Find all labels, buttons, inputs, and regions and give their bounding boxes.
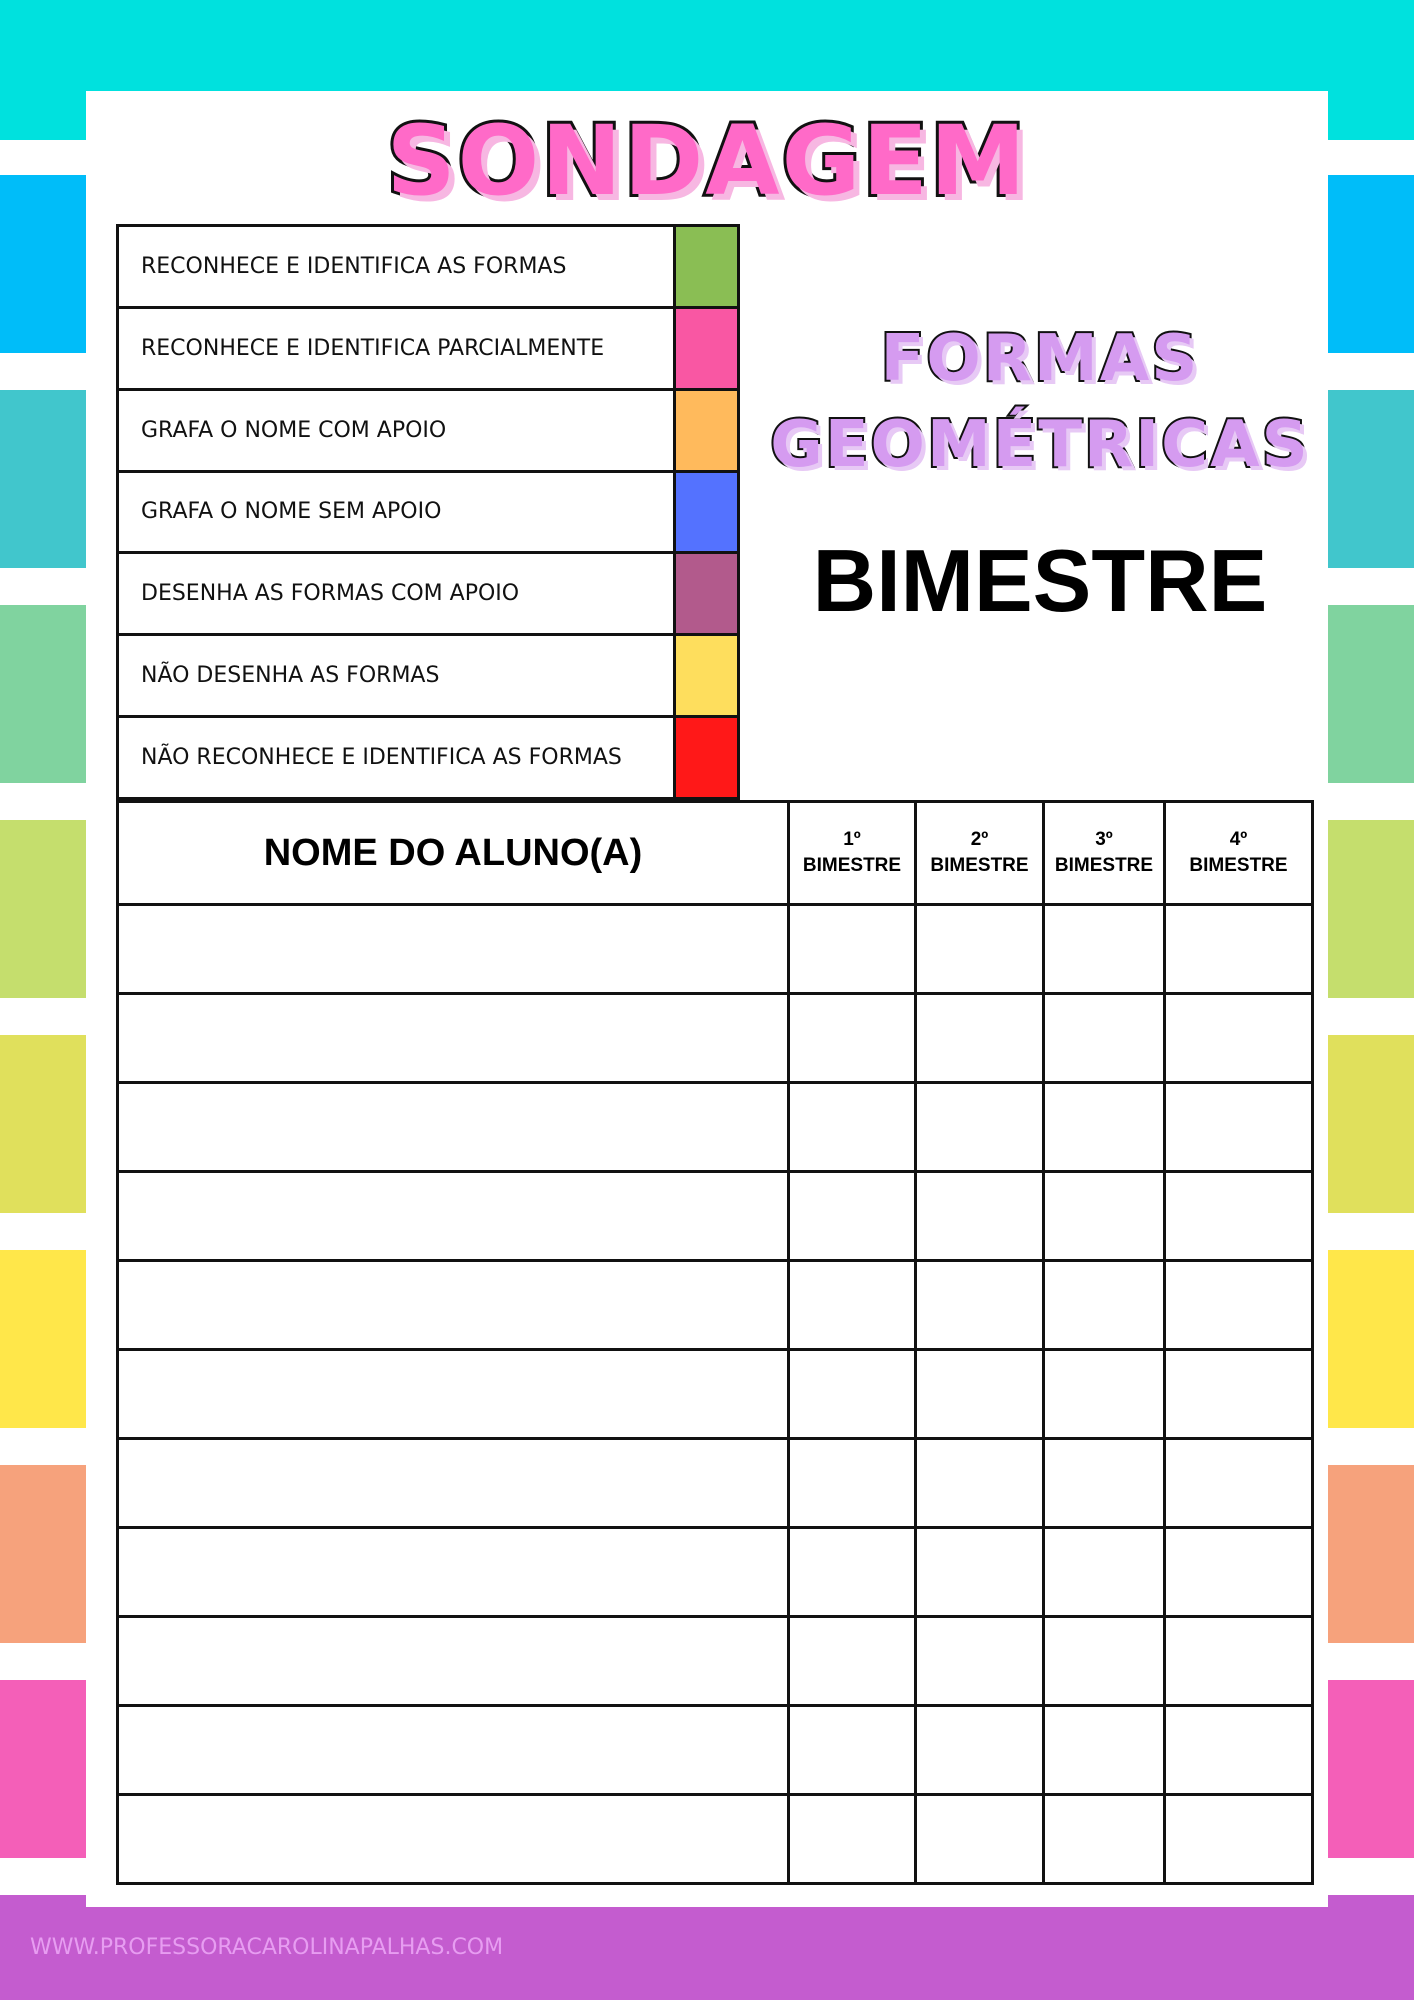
- bimester-2-cell[interactable]: [916, 994, 1044, 1083]
- left-stripe: [0, 1680, 86, 1858]
- bimester-4-cell[interactable]: [1165, 1528, 1313, 1617]
- legend-row: [118, 553, 739, 635]
- legend-row: [118, 389, 739, 471]
- student-table: [116, 800, 1314, 1885]
- table-row: [118, 1083, 1313, 1172]
- bimester-2-cell[interactable]: [916, 1350, 1044, 1439]
- bimester-1-cell[interactable]: [789, 1439, 916, 1528]
- bimester-4-cell[interactable]: [1165, 1706, 1313, 1795]
- student-name-cell[interactable]: [118, 1617, 789, 1706]
- bimester-4-cell[interactable]: [1165, 1350, 1313, 1439]
- bimester-3-cell[interactable]: [1044, 1439, 1165, 1528]
- bimester-3-cell[interactable]: [1044, 994, 1165, 1083]
- legend-color-swatch: [675, 471, 739, 553]
- left-stripe: [0, 1465, 86, 1643]
- legend-color-swatch: [675, 553, 739, 635]
- student-name-cell[interactable]: [118, 1261, 789, 1350]
- bimester-3-cell[interactable]: [1044, 1261, 1165, 1350]
- left-stripe: [0, 1035, 86, 1213]
- bimester-number: 1º: [843, 829, 861, 850]
- bimester-1-cell[interactable]: [789, 1617, 916, 1706]
- legend-color-swatch: [675, 226, 739, 308]
- table-row: [118, 1617, 1313, 1706]
- right-stripe: [1328, 1680, 1414, 1858]
- legend-label: NÃO DESENHA AS FORMAS: [118, 635, 675, 717]
- student-name-cell[interactable]: [118, 1172, 789, 1261]
- bimester-1-cell[interactable]: [789, 1795, 916, 1884]
- bimester-3-cell[interactable]: [1044, 1706, 1165, 1795]
- right-stripe: [1328, 390, 1414, 568]
- bimester-label: BIMESTRE: [930, 855, 1029, 876]
- bimester-2-cell[interactable]: [916, 1083, 1044, 1172]
- student-name-cell[interactable]: [118, 1083, 789, 1172]
- legend-row: [118, 717, 739, 799]
- bimester-2-cell[interactable]: [916, 1172, 1044, 1261]
- left-stripe: [0, 390, 86, 568]
- table-row: [118, 994, 1313, 1083]
- right-stripe: [1328, 1035, 1414, 1213]
- table-row: [118, 1528, 1313, 1617]
- bimester-4-cell[interactable]: [1165, 1617, 1313, 1706]
- bimester-2-cell[interactable]: [916, 1795, 1044, 1884]
- bimester-3-header: [1044, 802, 1165, 905]
- bimester-label: BIMESTRE: [1189, 855, 1288, 876]
- bimester-4-header: [1165, 802, 1313, 905]
- right-stripe: [1328, 1250, 1414, 1428]
- legend-label: RECONHECE E IDENTIFICA PARCIALMENTE: [118, 307, 675, 389]
- bimester-1-cell[interactable]: [789, 1528, 916, 1617]
- bimester-4-cell[interactable]: [1165, 905, 1313, 994]
- table-header-row: [118, 802, 1313, 905]
- table-row: [118, 1261, 1313, 1350]
- subtitle-line-1: FORMAS: [880, 322, 1200, 396]
- table-row: [118, 1795, 1313, 1884]
- footer-website: WWW.PROFESSORACAROLINAPALHAS.COM: [30, 1935, 504, 1960]
- bimester-1-cell[interactable]: [789, 1083, 916, 1172]
- bimester-1-cell[interactable]: [789, 1172, 916, 1261]
- legend-color-swatch: [675, 635, 739, 717]
- legend-color-swatch: [675, 389, 739, 471]
- bimester-4-cell[interactable]: [1165, 1261, 1313, 1350]
- bimester-number: 2º: [970, 829, 989, 850]
- bimester-1-header: [789, 802, 916, 905]
- bimester-4-cell[interactable]: [1165, 1439, 1313, 1528]
- bimester-1-cell[interactable]: [789, 1706, 916, 1795]
- bimester-1-cell[interactable]: [789, 994, 916, 1083]
- student-name-cell[interactable]: [118, 1706, 789, 1795]
- legend-label: RECONHECE E IDENTIFICA AS FORMAS: [118, 226, 675, 308]
- bimester-4-cell[interactable]: [1165, 994, 1313, 1083]
- legend-color-swatch: [675, 307, 739, 389]
- legend-row: [118, 307, 739, 389]
- left-stripe: [0, 605, 86, 783]
- table-row: [118, 1706, 1313, 1795]
- student-name-cell[interactable]: [118, 905, 789, 994]
- legend-row: [118, 471, 739, 553]
- bimester-1-cell[interactable]: [789, 905, 916, 994]
- legend-row: [118, 635, 739, 717]
- bimester-3-cell[interactable]: [1044, 1528, 1165, 1617]
- student-name-cell[interactable]: [118, 994, 789, 1083]
- table-row: [118, 1172, 1313, 1261]
- bimester-label: BIMESTRE: [1054, 855, 1154, 876]
- subtitle-line-2: GEOMÉTRICAS: [770, 408, 1310, 482]
- bimester-2-header: [916, 802, 1044, 905]
- bimester-3-cell[interactable]: [1044, 1083, 1165, 1172]
- bimester-3-cell[interactable]: [1044, 905, 1165, 994]
- student-name-cell[interactable]: [118, 1350, 789, 1439]
- bimester-1-cell[interactable]: [789, 1261, 916, 1350]
- legend-label: NÃO RECONHECE E IDENTIFICA AS FORMAS: [118, 717, 675, 799]
- student-name-header: NOME DO ALUNO(A): [118, 802, 789, 905]
- bimester-3-cell[interactable]: [1044, 1350, 1165, 1439]
- bimester-1-cell[interactable]: [789, 1350, 916, 1439]
- bimester-4-cell[interactable]: [1165, 1083, 1313, 1172]
- right-stripe: [1328, 820, 1414, 998]
- bimester-2-cell[interactable]: [916, 1439, 1044, 1528]
- legend-label: DESENHA AS FORMAS COM APOIO: [118, 553, 675, 635]
- table-row: [118, 905, 1313, 994]
- legend-label: GRAFA O NOME COM APOIO: [118, 389, 675, 471]
- left-stripe: [0, 820, 86, 998]
- bimester-2-cell[interactable]: [916, 1528, 1044, 1617]
- bimester-number: 3º: [1095, 829, 1113, 850]
- right-stripe: [1328, 1465, 1414, 1643]
- bimester-4-cell[interactable]: [1165, 1172, 1313, 1261]
- legend-label: GRAFA O NOME SEM APOIO: [118, 471, 675, 553]
- legend-color-swatch: [675, 717, 739, 799]
- bimester-2-cell[interactable]: [916, 1706, 1044, 1795]
- bimester-2-cell[interactable]: [916, 1617, 1044, 1706]
- bimester-label: BIMESTRE: [802, 855, 902, 876]
- right-stripe: [1328, 605, 1414, 783]
- bimestre-label: BIMESTRE: [812, 531, 1268, 630]
- student-name-cell[interactable]: [118, 1439, 789, 1528]
- bimester-3-cell[interactable]: [1044, 1172, 1165, 1261]
- table-row: [118, 1350, 1313, 1439]
- bimester-4-cell[interactable]: [1165, 1795, 1313, 1884]
- page-title: SONDAGEM: [386, 105, 1028, 217]
- legend-row: [118, 226, 739, 308]
- student-name-cell[interactable]: [118, 1795, 789, 1884]
- bimester-2-cell[interactable]: [916, 1261, 1044, 1350]
- legend-table: [116, 224, 740, 800]
- bimester-number: 4º: [1229, 829, 1248, 850]
- student-name-cell[interactable]: [118, 1528, 789, 1617]
- left-stripe: [0, 1250, 86, 1428]
- table-row: [118, 1439, 1313, 1528]
- bimester-2-cell[interactable]: [916, 905, 1044, 994]
- bimester-3-cell[interactable]: [1044, 1795, 1165, 1884]
- bimester-3-cell[interactable]: [1044, 1617, 1165, 1706]
